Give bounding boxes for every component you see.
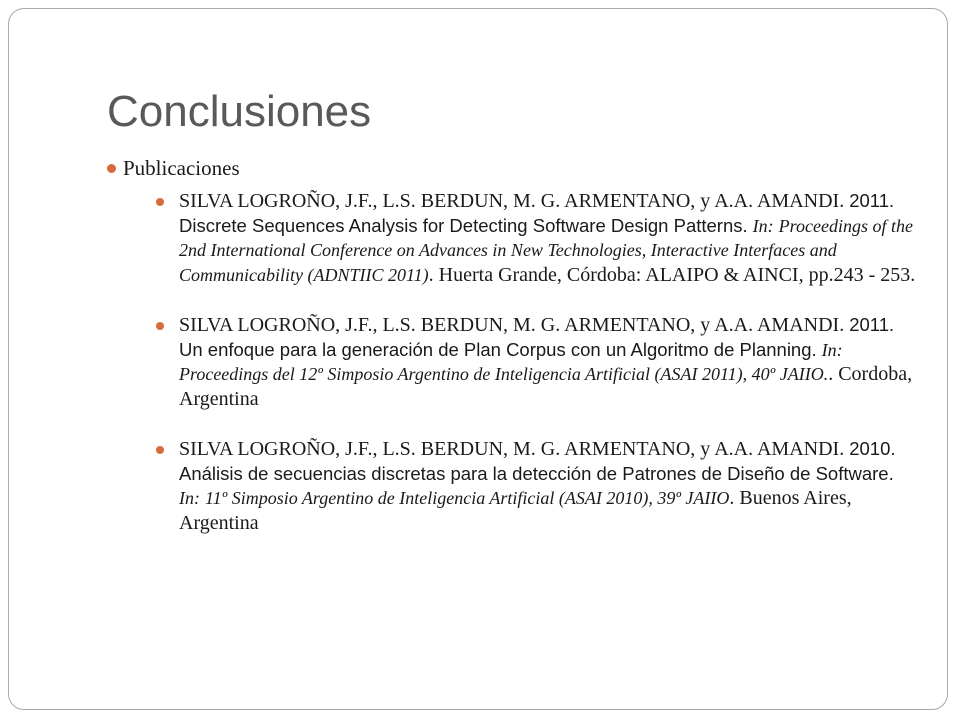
publication-details: . Cordoba, Argentina: [179, 363, 913, 410]
publication-in-label: In:: [752, 215, 774, 236]
publication-year: 2011.: [849, 314, 895, 335]
publication-venue: 11º Simposio Argentino de Inteligencia Artificial (ASAI 2010), 39º JAIIO: [205, 488, 730, 508]
bullet-dot-icon: [156, 198, 164, 206]
publication-item: [123, 189, 919, 287]
publication-in-label: In:: [821, 339, 843, 360]
publication-details: . Huerta Grande, Córdoba: ALAIPO & AINCI, pp.243 - 253.: [428, 263, 916, 286]
publication-title: Discrete Sequences Analysis for Detecting Software Design Patterns.: [179, 214, 748, 236]
bullet-dot-icon: [156, 322, 164, 330]
bullet-dot-icon: [156, 446, 164, 454]
publication-year: 2011.: [849, 190, 895, 211]
section-label: Publicaciones: [123, 156, 240, 180]
publication-authors: SILVA LOGROÑO, J.F., L.S. BERDUN, M. G. ARMENTANO, y A.A. AMANDI.: [179, 190, 845, 212]
publication-details: . Buenos Aires, Argentina: [179, 487, 852, 534]
publication-title: Análisis de secuencias discretas para la detección de Patrones de Diseño de Software.: [179, 462, 894, 484]
publication-authors: SILVA LOGROÑO, J.F., L.S. BERDUN, M. G. ARMENTANO, y A.A. AMANDI.: [179, 314, 845, 336]
section-item: [107, 155, 916, 535]
publication-venue: Proceedings of the 2nd International Conference on Advances in New Technologies, Interactive Interfaces and Communicability (ADNTIIC 2011): [179, 215, 913, 285]
publication-item: [123, 437, 919, 535]
slide-title: Conclusiones: [107, 87, 372, 136]
bullet-dot-icon: [107, 164, 116, 173]
publication-year: 2010.: [849, 438, 896, 459]
publication-venue: Proceedings del 12º Simposio Argentino de Inteligencia Artificial (ASAI 2011), 40º JAIIO.: [179, 364, 829, 384]
publication-title: Un enfoque para la generación de Plan Corpus con un Algoritmo de Planning.: [179, 338, 817, 360]
publication-authors: SILVA LOGROÑO, J.F., L.S. BERDUN, M. G. ARMENTANO, y A.A. AMANDI.: [179, 438, 845, 460]
publication-in-label: In:: [179, 488, 200, 508]
publication-list: [123, 189, 916, 535]
publication-item: [123, 313, 919, 411]
bullet-list: [107, 155, 916, 561]
